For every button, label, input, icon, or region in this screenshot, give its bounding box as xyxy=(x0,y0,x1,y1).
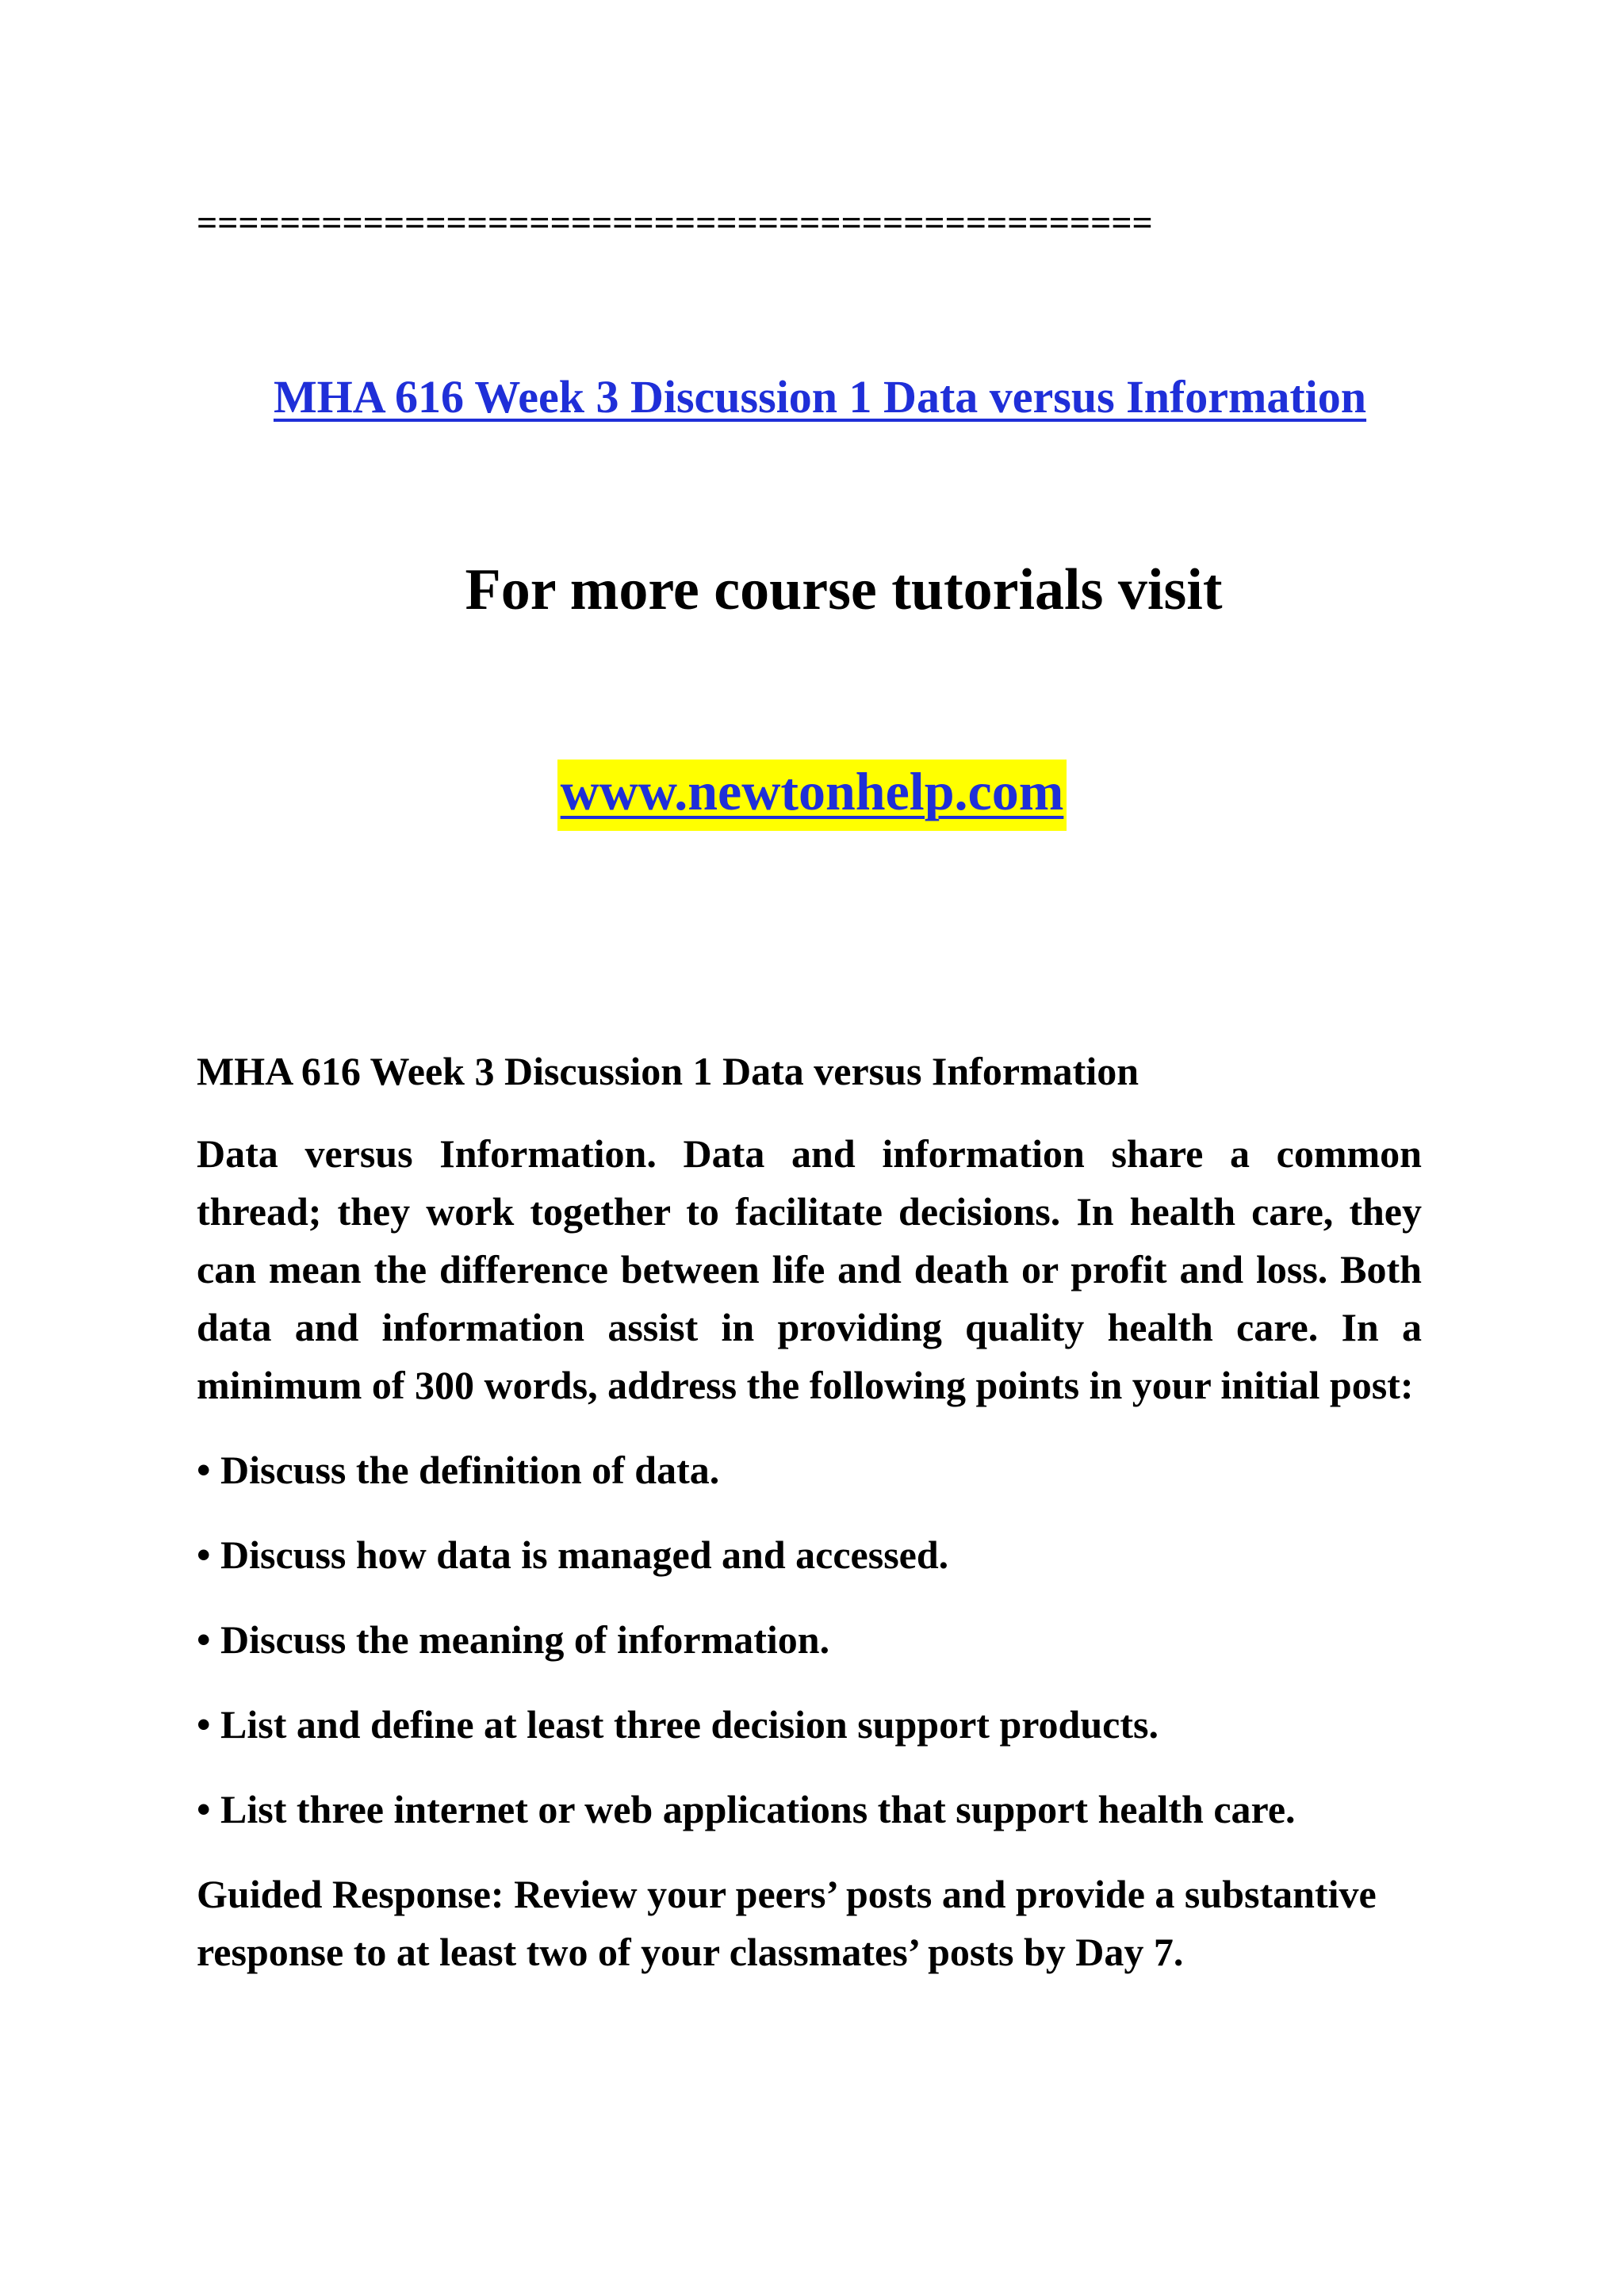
bullet-item: • Discuss how data is managed and accessed. xyxy=(197,1533,949,1577)
bullet-item: • Discuss the definition of data. xyxy=(197,1448,720,1492)
bullet-item: • Discuss the meaning of information. xyxy=(197,1617,830,1662)
separator-line: ============================================== xyxy=(197,202,1153,243)
document-body xyxy=(197,1043,1422,2008)
title-link[interactable]: MHA 616 Week 3 Discussion 1 Data versus Information xyxy=(273,371,1367,423)
bullet-item: • List three internet or web applications that support health care. xyxy=(197,1787,1296,1831)
bullet-item: • List and define at least three decision support products. xyxy=(197,1702,1159,1747)
site-highlight xyxy=(557,760,1067,831)
content-intro: Data versus Information. Data and information share a common thread; they work together to facilitate decisions. In health care, they can mean the difference between life and death or profit and loss. Both data and information assist in providing quality health care. In a minimum of 300 words, address the following points in your initial post: xyxy=(197,1131,1422,1407)
site-link[interactable]: www.newtonhelp.com xyxy=(560,761,1064,821)
promo-text: For more course tutorials visit xyxy=(465,557,1223,622)
guided-response: Guided Response: Review your peers’ posts and provide a substantive response to at least two of your classmates’ posts by Day 7. xyxy=(197,1872,1377,1974)
content-heading: MHA 616 Week 3 Discussion 1 Data versus Information xyxy=(197,1049,1139,1093)
site-link-container xyxy=(0,760,1624,831)
title-link-container xyxy=(0,369,1624,425)
